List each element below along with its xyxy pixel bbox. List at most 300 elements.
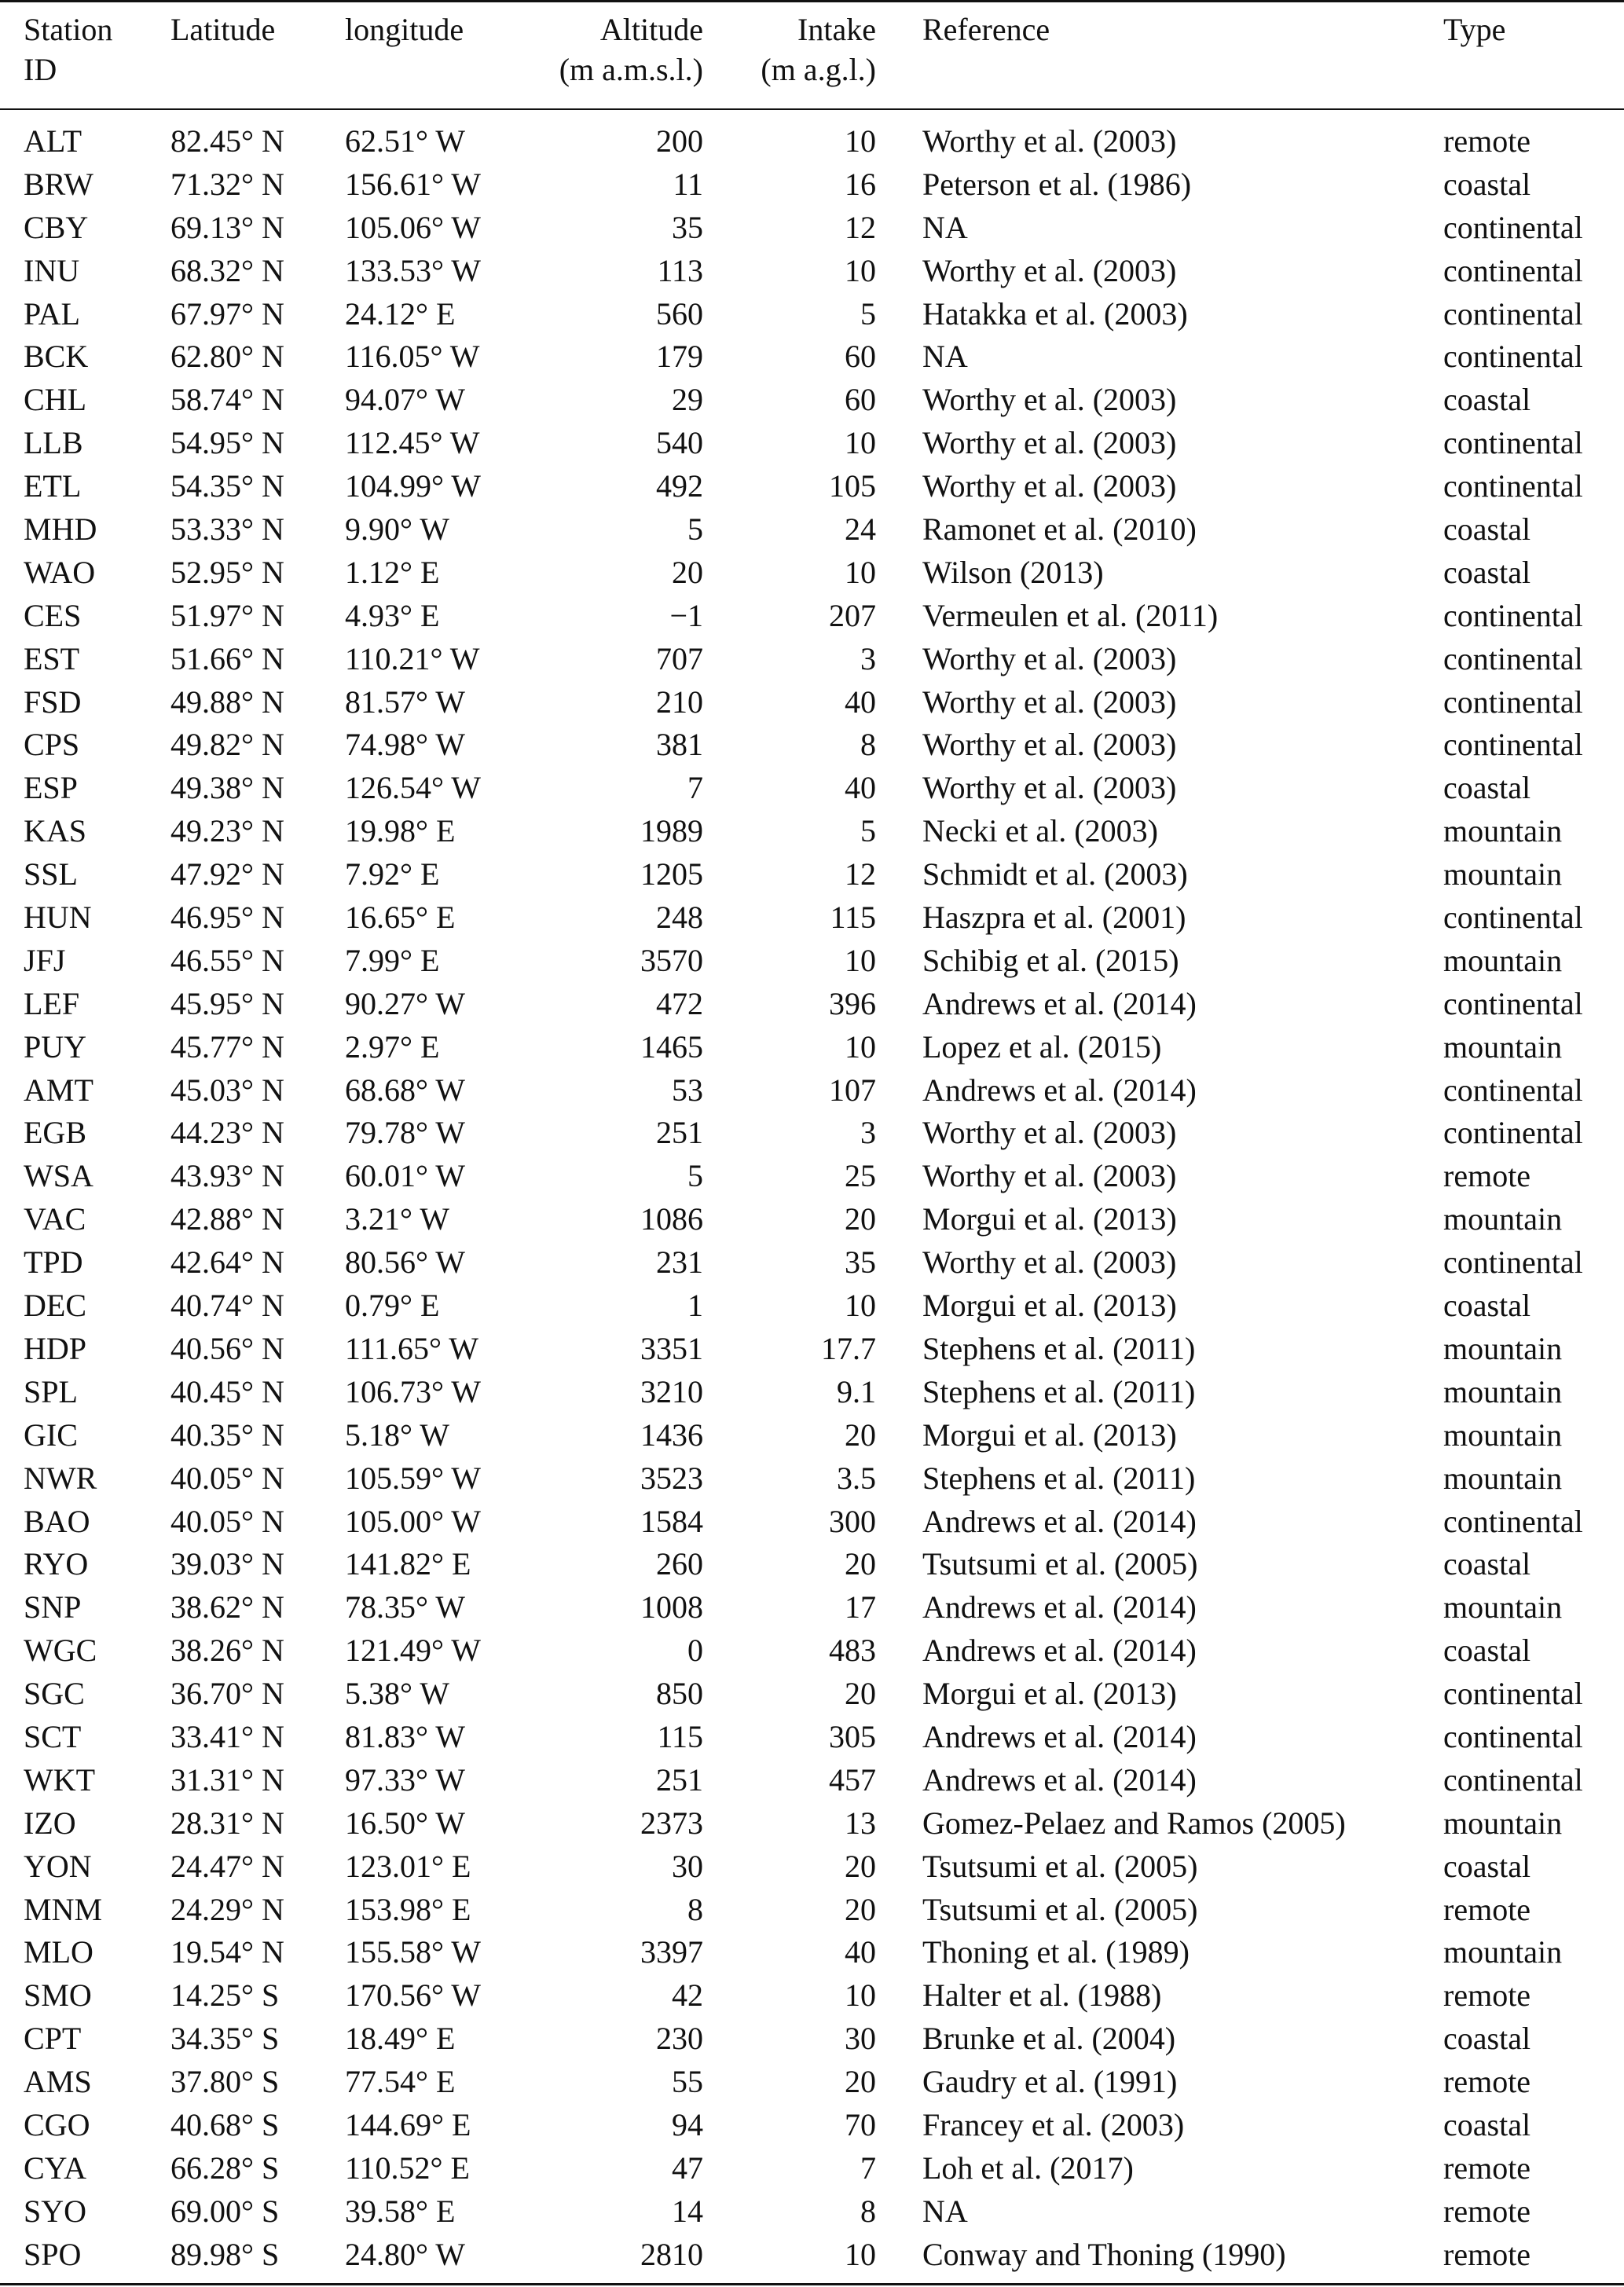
latitude-cell: 45.03° N — [170, 1072, 284, 1108]
table-row — [0, 465, 1624, 508]
station-id-cell: SYO — [24, 2193, 87, 2229]
longitude-cell: 156.61° W — [345, 166, 482, 202]
longitude-cell: 121.49° W — [345, 1633, 482, 1669]
table-row — [0, 1629, 1624, 1673]
table-row — [0, 293, 1624, 336]
intake-cell: 60 — [845, 339, 876, 375]
longitude-cell: 110.52° E — [345, 2150, 470, 2186]
reference-cell: Worthy et al. (2003) — [922, 1244, 1177, 1281]
type-cell: continental — [1443, 468, 1583, 504]
latitude-cell: 37.80° S — [170, 2064, 280, 2100]
station-id-cell: PAL — [24, 295, 80, 332]
table-row — [0, 1069, 1624, 1112]
table-row — [0, 853, 1624, 896]
station-id-cell: ALT — [24, 123, 82, 159]
altitude-cell: 8 — [687, 1891, 703, 1927]
type-cell: coastal — [1443, 1288, 1531, 1324]
latitude-cell: 40.05° N — [170, 1460, 284, 1496]
intake-cell: 17 — [845, 1589, 876, 1625]
altitude-cell: 47 — [672, 2150, 703, 2186]
longitude-cell: 106.73° W — [345, 1373, 482, 1409]
altitude-cell: 94 — [672, 2106, 703, 2142]
longitude-cell: 126.54° W — [345, 770, 482, 806]
longitude-cell: 81.83° W — [345, 1718, 466, 1754]
type-cell: mountain — [1443, 1934, 1563, 1970]
reference-cell: Andrews et al. (2014) — [922, 1503, 1197, 1539]
longitude-cell: 153.98° E — [345, 1891, 471, 1927]
type-cell: continental — [1443, 209, 1583, 245]
station-id-cell: AMT — [24, 1072, 93, 1108]
reference-cell: Worthy et al. (2003) — [922, 252, 1177, 288]
type-cell: coastal — [1443, 1848, 1531, 1884]
table-row — [0, 1974, 1624, 2018]
longitude-cell: 2.97° E — [345, 1028, 440, 1065]
reference-cell: Tsutsumi et al. (2005) — [922, 1891, 1198, 1927]
type-cell: remote — [1443, 2193, 1531, 2229]
type-cell: coastal — [1443, 1633, 1531, 1669]
altitude-cell: 381 — [656, 727, 703, 763]
type-cell: continental — [1443, 425, 1583, 461]
table-row — [0, 1457, 1624, 1501]
intake-cell: 115 — [830, 900, 876, 936]
station-id-cell: YON — [24, 1848, 92, 1884]
intake-cell: 483 — [829, 1633, 876, 1669]
latitude-cell: 51.97° N — [170, 597, 284, 633]
reference-cell: Worthy et al. (2003) — [922, 425, 1177, 461]
type-cell: remote — [1443, 1891, 1531, 1927]
type-cell: coastal — [1443, 382, 1531, 418]
altitude-cell: 850 — [656, 1676, 703, 1712]
reference-cell: Morgui et al. (2013) — [922, 1676, 1177, 1712]
reference-cell: Gaudry et al. (1991) — [922, 2064, 1178, 2100]
table-row — [0, 120, 1624, 163]
table-row — [0, 1285, 1624, 1328]
reference-cell: Tsutsumi et al. (2005) — [922, 1546, 1198, 1582]
station-id-cell: CPS — [24, 727, 80, 763]
station-id-cell: WAO — [24, 554, 96, 590]
reference-cell: Morgui et al. (2013) — [922, 1201, 1177, 1237]
longitude-cell: 105.06° W — [345, 209, 482, 245]
altitude-cell: 1008 — [640, 1589, 703, 1625]
altitude-cell: 560 — [656, 295, 703, 332]
longitude-cell: 4.93° E — [345, 597, 440, 633]
altitude-cell: 42 — [672, 1977, 703, 2014]
intake-cell: 8 — [860, 2193, 876, 2229]
intake-cell: 13 — [845, 1805, 876, 1841]
type-cell: mountain — [1443, 1589, 1563, 1625]
latitude-cell: 53.33° N — [170, 511, 284, 548]
station-id-cell: MNM — [24, 1891, 103, 1927]
latitude-cell: 47.92° N — [170, 856, 284, 892]
table-row — [0, 422, 1624, 465]
table-row — [0, 1241, 1624, 1285]
latitude-cell: 42.64° N — [170, 1244, 284, 1281]
altitude-cell: 53 — [672, 1072, 703, 1108]
reference-cell: Hatakka et al. (2003) — [922, 295, 1188, 332]
table-row — [0, 1759, 1624, 1802]
reference-cell: Andrews et al. (2014) — [922, 1718, 1197, 1754]
intake-cell: 10 — [845, 942, 876, 978]
longitude-cell: 5.18° W — [345, 1417, 450, 1453]
reference-cell: Worthy et al. (2003) — [922, 1115, 1177, 1151]
longitude-cell: 60.01° W — [345, 1158, 466, 1194]
station-id-cell: TPD — [24, 1244, 83, 1281]
station-id-cell: AMS — [24, 2064, 92, 2100]
reference-cell: Andrews et al. (2014) — [922, 1589, 1197, 1625]
station-id-cell: KAS — [24, 813, 87, 849]
longitude-cell: 3.21° W — [345, 1201, 450, 1237]
reference-cell: Ramonet et al. (2010) — [922, 511, 1197, 548]
altitude-cell: 3523 — [640, 1460, 703, 1496]
intake-cell: 107 — [829, 1072, 876, 1108]
station-id-cell: NWR — [24, 1460, 97, 1496]
type-cell: mountain — [1443, 942, 1563, 978]
intake-cell: 16 — [845, 166, 876, 202]
intake-cell: 12 — [845, 209, 876, 245]
station-id-cell: SGC — [24, 1676, 85, 1712]
latitude-cell: 40.45° N — [170, 1373, 284, 1409]
intake-cell: 457 — [829, 1761, 876, 1798]
altitude-cell: 540 — [656, 425, 703, 461]
reference-cell: Necki et al. (2003) — [922, 813, 1158, 849]
latitude-cell: 62.80° N — [170, 339, 284, 375]
type-cell: mountain — [1443, 1460, 1563, 1496]
station-id-cell: CPT — [24, 2021, 82, 2057]
station-id-cell: SMO — [24, 1977, 92, 2014]
longitude-cell: 94.07° W — [345, 382, 466, 418]
table-row — [0, 1716, 1624, 1759]
altitude-cell: 3570 — [640, 942, 703, 978]
type-cell: mountain — [1443, 1201, 1563, 1237]
type-cell: continental — [1443, 727, 1583, 763]
reference-cell: Schibig et al. (2015) — [922, 942, 1179, 978]
station-id-cell: PUY — [24, 1028, 87, 1065]
table-row — [0, 638, 1624, 681]
reference-cell: Andrews et al. (2014) — [922, 985, 1197, 1021]
station-id-cell: CHL — [24, 382, 86, 418]
longitude-cell: 105.59° W — [345, 1460, 482, 1496]
altitude-cell: −1 — [669, 597, 703, 633]
intake-cell: 30 — [845, 2021, 876, 2057]
altitude-cell: 707 — [656, 640, 703, 676]
reference-cell: Worthy et al. (2003) — [922, 684, 1177, 720]
station-id-cell: CGO — [24, 2106, 90, 2142]
type-cell: continental — [1443, 900, 1583, 936]
longitude-cell: 39.58° E — [345, 2193, 456, 2229]
intake-cell: 20 — [845, 1546, 876, 1582]
latitude-cell: 46.55° N — [170, 942, 284, 978]
altitude-cell: 0 — [687, 1633, 703, 1669]
altitude-cell: 3351 — [640, 1330, 703, 1366]
reference-cell: Lopez et al. (2015) — [922, 1028, 1162, 1065]
longitude-cell: 170.56° W — [345, 1977, 482, 2014]
intake-cell: 40 — [845, 684, 876, 720]
reference-cell: Morgui et al. (2013) — [922, 1288, 1177, 1324]
station-id-cell: RYO — [24, 1546, 89, 1582]
latitude-cell: 38.26° N — [170, 1633, 284, 1669]
station-id-cell: CES — [24, 597, 82, 633]
reference-cell: NA — [922, 339, 968, 375]
table-top-rule — [0, 0, 1624, 2]
latitude-cell: 49.38° N — [170, 770, 284, 806]
latitude-cell: 31.31° N — [170, 1761, 284, 1798]
latitude-cell: 19.54° N — [170, 1934, 284, 1970]
intake-cell: 207 — [829, 597, 876, 633]
station-id-cell: EGB — [24, 1115, 86, 1151]
type-cell: mountain — [1443, 856, 1563, 892]
reference-cell: Loh et al. (2017) — [922, 2150, 1134, 2186]
reference-cell: Conway and Thoning (1990) — [922, 2236, 1286, 2272]
longitude-cell: 19.98° E — [345, 813, 456, 849]
table-row — [0, 1543, 1624, 1586]
type-cell: remote — [1443, 2064, 1531, 2100]
longitude-cell: 24.80° W — [345, 2236, 466, 2272]
station-id-cell: LLB — [24, 425, 83, 461]
station-id-cell: MLO — [24, 1934, 93, 1970]
station-id-cell: VAC — [24, 1201, 86, 1237]
longitude-cell: 68.68° W — [345, 1072, 466, 1108]
station-id-cell: HDP — [24, 1330, 87, 1366]
table-row — [0, 1414, 1624, 1457]
table-row — [0, 1845, 1624, 1889]
table-row — [0, 2234, 1624, 2277]
longitude-cell: 7.99° E — [345, 942, 440, 978]
latitude-cell: 51.66° N — [170, 640, 284, 676]
latitude-cell: 24.29° N — [170, 1891, 284, 1927]
table-row — [0, 1155, 1624, 1198]
altitude-cell: 7 — [687, 770, 703, 806]
latitude-cell: 42.88° N — [170, 1201, 284, 1237]
table-body — [0, 120, 1624, 2277]
intake-cell: 3.5 — [837, 1460, 876, 1496]
intake-cell: 24 — [845, 511, 876, 548]
header-intake: Intake (m a.g.l.) — [761, 12, 876, 87]
type-cell: continental — [1443, 640, 1583, 676]
station-id-cell: SPL — [24, 1373, 78, 1409]
altitude-cell: 260 — [656, 1546, 703, 1582]
intake-cell: 20 — [845, 1417, 876, 1453]
altitude-cell: 1436 — [640, 1417, 703, 1453]
type-cell: coastal — [1443, 166, 1531, 202]
longitude-cell: 16.50° W — [345, 1805, 466, 1841]
reference-cell: Worthy et al. (2003) — [922, 123, 1177, 159]
station-id-cell: INU — [24, 252, 80, 288]
station-id-cell: DEC — [24, 1288, 86, 1324]
latitude-cell: 49.82° N — [170, 727, 284, 763]
reference-cell: NA — [922, 2193, 968, 2229]
intake-cell: 300 — [829, 1503, 876, 1539]
reference-cell: Stephens et al. (2011) — [922, 1373, 1196, 1409]
altitude-cell: 251 — [656, 1115, 703, 1151]
altitude-cell: 179 — [656, 339, 703, 375]
header-type: Type — [1443, 12, 1506, 47]
type-cell: continental — [1443, 597, 1583, 633]
reference-cell: NA — [922, 209, 968, 245]
table-row — [0, 2190, 1624, 2234]
altitude-cell: 115 — [657, 1718, 703, 1754]
latitude-cell: 40.68° S — [170, 2106, 280, 2142]
type-cell: continental — [1443, 1072, 1583, 1108]
intake-cell: 5 — [860, 295, 876, 332]
latitude-cell: 54.35° N — [170, 468, 284, 504]
intake-cell: 60 — [845, 382, 876, 418]
station-id-cell: WGC — [24, 1633, 97, 1669]
longitude-cell: 110.21° W — [345, 640, 480, 676]
intake-cell: 10 — [845, 425, 876, 461]
latitude-cell: 82.45° N — [170, 123, 284, 159]
intake-cell: 17.7 — [821, 1330, 876, 1366]
intake-cell: 20 — [845, 1848, 876, 1884]
latitude-cell: 36.70° N — [170, 1676, 284, 1712]
type-cell: remote — [1443, 2150, 1531, 2186]
intake-cell: 396 — [829, 985, 876, 1021]
station-id-cell: FSD — [24, 684, 82, 720]
type-cell: continental — [1443, 252, 1583, 288]
latitude-cell: 69.00° S — [170, 2193, 280, 2229]
type-cell: coastal — [1443, 511, 1531, 548]
type-cell: mountain — [1443, 1028, 1563, 1065]
intake-cell: 25 — [845, 1158, 876, 1194]
longitude-cell: 144.69° E — [345, 2106, 471, 2142]
longitude-cell: 5.38° W — [345, 1676, 450, 1712]
station-id-cell: JFJ — [24, 942, 66, 978]
table-row — [0, 1673, 1624, 1716]
altitude-cell: 1989 — [640, 813, 703, 849]
intake-cell: 10 — [845, 1288, 876, 1324]
latitude-cell: 89.98° S — [170, 2236, 280, 2272]
longitude-cell: 24.12° E — [345, 295, 456, 332]
reference-cell: Worthy et al. (2003) — [922, 727, 1177, 763]
latitude-cell: 45.77° N — [170, 1028, 284, 1065]
type-cell: mountain — [1443, 1373, 1563, 1409]
longitude-cell: 7.92° E — [345, 856, 440, 892]
intake-cell: 9.1 — [837, 1373, 876, 1409]
longitude-cell: 16.65° E — [345, 900, 456, 936]
altitude-cell: 248 — [656, 900, 703, 936]
intake-cell: 3 — [860, 1115, 876, 1151]
intake-cell: 5 — [860, 813, 876, 849]
reference-cell: Peterson et al. (1986) — [922, 166, 1192, 202]
latitude-cell: 39.03° N — [170, 1546, 284, 1582]
altitude-cell: 1205 — [640, 856, 703, 892]
table-row — [0, 1112, 1624, 1155]
table-row — [0, 1026, 1624, 1069]
latitude-cell: 49.23° N — [170, 813, 284, 849]
latitude-cell: 40.05° N — [170, 1503, 284, 1539]
reference-cell: Vermeulen et al. (2011) — [922, 597, 1219, 633]
reference-cell: Francey et al. (2003) — [922, 2106, 1185, 2142]
longitude-cell: 9.90° W — [345, 511, 450, 548]
station-id-cell: HUN — [24, 900, 92, 936]
altitude-cell: 492 — [656, 468, 703, 504]
intake-cell: 12 — [845, 856, 876, 892]
table-row — [0, 767, 1624, 810]
altitude-cell: 113 — [657, 252, 703, 288]
longitude-cell: 1.12° E — [345, 554, 440, 590]
altitude-cell: 1 — [687, 1288, 703, 1324]
latitude-cell: 67.97° N — [170, 295, 284, 332]
intake-cell: 8 — [860, 727, 876, 763]
header-altitude: Altitude (m a.m.s.l.) — [559, 12, 703, 87]
type-cell: continental — [1443, 1503, 1583, 1539]
reference-cell: Thoning et al. (1989) — [922, 1934, 1190, 1970]
longitude-cell: 78.35° W — [345, 1589, 466, 1625]
altitude-cell: 2810 — [640, 2236, 703, 2272]
station-id-cell: WKT — [24, 1761, 96, 1798]
longitude-cell: 77.54° E — [345, 2064, 456, 2100]
station-id-cell: CYA — [24, 2150, 87, 2186]
altitude-cell: 55 — [672, 2064, 703, 2100]
longitude-cell: 112.45° W — [345, 425, 480, 461]
altitude-cell: 3397 — [640, 1934, 703, 1970]
type-cell: continental — [1443, 339, 1583, 375]
latitude-cell: 69.13° N — [170, 209, 284, 245]
table-row — [0, 335, 1624, 379]
intake-cell: 10 — [845, 123, 876, 159]
altitude-cell: 20 — [672, 554, 703, 590]
reference-cell: Tsutsumi et al. (2005) — [922, 1848, 1198, 1884]
altitude-cell: 3210 — [640, 1373, 703, 1409]
latitude-cell: 24.47° N — [170, 1848, 284, 1884]
altitude-cell: 1086 — [640, 1201, 703, 1237]
station-id-cell: BAO — [24, 1503, 90, 1539]
table-row — [0, 1931, 1624, 1974]
altitude-cell: 472 — [656, 985, 703, 1021]
table-row — [0, 1586, 1624, 1629]
type-cell: continental — [1443, 1761, 1583, 1798]
latitude-cell: 33.41° N — [170, 1718, 284, 1754]
latitude-cell: 45.95° N — [170, 985, 284, 1021]
latitude-cell: 40.56° N — [170, 1330, 284, 1366]
table-row — [0, 1371, 1624, 1414]
table-row — [0, 379, 1624, 422]
station-id-cell: LEF — [24, 985, 80, 1021]
latitude-cell: 52.95° N — [170, 554, 284, 590]
station-id-cell: GIC — [24, 1417, 78, 1453]
reference-cell: Brunke et al. (2004) — [922, 2021, 1176, 2057]
intake-cell: 35 — [845, 1244, 876, 1281]
latitude-cell: 43.93° N — [170, 1158, 284, 1194]
table-row — [0, 2018, 1624, 2061]
altitude-cell: 230 — [656, 2021, 703, 2057]
type-cell: mountain — [1443, 813, 1563, 849]
reference-cell: Andrews et al. (2014) — [922, 1072, 1197, 1108]
longitude-cell: 141.82° E — [345, 1546, 471, 1582]
altitude-cell: 29 — [672, 382, 703, 418]
longitude-cell: 105.00° W — [345, 1503, 482, 1539]
latitude-cell: 71.32° N — [170, 166, 284, 202]
reference-cell: Worthy et al. (2003) — [922, 640, 1177, 676]
intake-cell: 10 — [845, 1977, 876, 2014]
latitude-cell: 46.95° N — [170, 900, 284, 936]
latitude-cell: 40.35° N — [170, 1417, 284, 1453]
table-row — [0, 508, 1624, 552]
intake-cell: 40 — [845, 1934, 876, 1970]
longitude-cell: 18.49° E — [345, 2021, 456, 2057]
intake-cell: 10 — [845, 252, 876, 288]
table-row — [0, 681, 1624, 724]
type-cell: mountain — [1443, 1417, 1563, 1453]
intake-cell: 20 — [845, 2064, 876, 2100]
altitude-cell: 1465 — [640, 1028, 703, 1065]
latitude-cell: 44.23° N — [170, 1115, 284, 1151]
type-cell: coastal — [1443, 770, 1531, 806]
longitude-cell: 90.27° W — [345, 985, 466, 1021]
reference-cell: Gomez-Pelaez and Ramos (2005) — [922, 1805, 1346, 1841]
longitude-cell: 80.56° W — [345, 1244, 466, 1281]
intake-cell: 20 — [845, 1676, 876, 1712]
reference-cell: Morgui et al. (2013) — [922, 1417, 1177, 1453]
